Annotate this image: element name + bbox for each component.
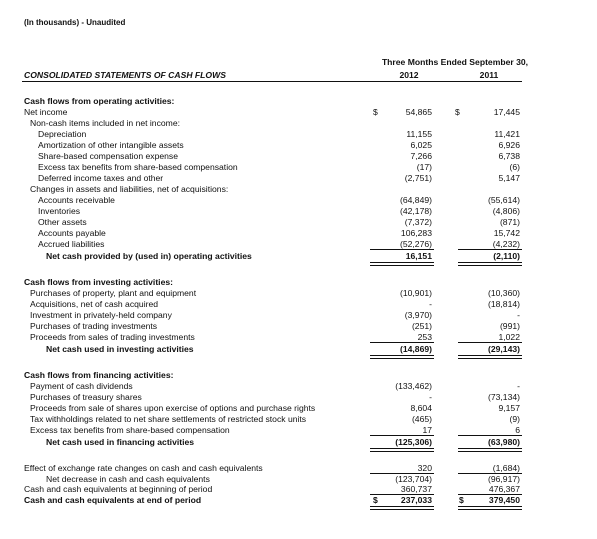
operating-total-label: Net cash provided by (used in) operating activities <box>46 251 252 261</box>
row-label: Share-based compensation expense <box>38 151 178 161</box>
financing-total-2011: (63,980) <box>487 437 520 447</box>
value-2012: 253 <box>417 332 432 342</box>
value-2011: 6 <box>515 425 520 435</box>
value-2011: 6,926 <box>498 140 520 150</box>
total-double-rule <box>370 448 434 452</box>
value-2012: - <box>429 392 432 402</box>
value-2012: (465) <box>411 414 432 424</box>
row-label: Deferred income taxes and other <box>38 173 164 183</box>
column-header-2011: 2011 <box>479 70 499 80</box>
value-2011: (10,360) <box>487 288 520 298</box>
dollar-sign: $ <box>373 495 378 505</box>
financing-total-2012: (125,306) <box>395 437 432 447</box>
investing-heading: Cash flows from investing activities: <box>24 277 173 287</box>
subtotal-rule <box>458 342 522 343</box>
subtotal-rule <box>458 249 522 250</box>
value-2011: 9,157 <box>498 403 520 413</box>
row-label: Changes in assets and liabilities, net of acquisitions: <box>30 184 229 194</box>
fx-effect-2012: 320 <box>417 463 432 473</box>
value-2011: 15,742 <box>493 228 520 238</box>
value-2011: (9) <box>509 414 520 424</box>
investing-total-2011: (29,143) <box>487 344 520 354</box>
row-label: Depreciation <box>38 129 87 139</box>
header-rule <box>22 81 522 82</box>
value-2011: (991) <box>499 321 520 331</box>
value-2012: (10,901) <box>399 288 432 298</box>
beginning-cash-2011: 476,367 <box>488 484 520 494</box>
value-2012: 106,283 <box>400 228 432 238</box>
row-label: Tax withholdings related to net share settlements of restricted stock units <box>30 414 307 424</box>
row-label: Purchases of property, plant and equipment <box>30 288 197 298</box>
total-double-rule <box>370 262 434 266</box>
row-label: Other assets <box>38 217 87 227</box>
row-label: Accounts receivable <box>38 195 115 205</box>
value-2012: (64,849) <box>399 195 432 205</box>
value-2011: (6) <box>509 162 520 172</box>
row-label: Amortization of other intangible assets <box>38 140 184 150</box>
operating-heading: Cash flows from operating activities: <box>24 96 175 106</box>
row-label: Accrued liabilities <box>38 239 105 249</box>
net-decrease-label: Net decrease in cash and cash equivalents <box>46 474 210 484</box>
value-2012: (17) <box>416 162 432 172</box>
investing-total-2012: (14,869) <box>399 344 432 354</box>
row-label: Inventories <box>38 206 81 216</box>
row-label: Net income <box>24 107 68 117</box>
value-2011: - <box>517 310 520 320</box>
row-label: Proceeds from sales of trading investments <box>30 332 195 342</box>
row-label: Purchases of trading investments <box>30 321 158 331</box>
row-label: Non-cash items included in net income: <box>30 118 180 128</box>
value-2012: (133,462) <box>395 381 432 391</box>
subtotal-rule <box>370 342 434 343</box>
value-2011: (871) <box>499 217 520 227</box>
row-label: Excess tax benefits from share-based compensation <box>38 162 238 172</box>
row-label: Acquisitions, net of cash acquired <box>30 299 159 309</box>
value-2012: (42,178) <box>399 206 432 216</box>
period-title: Three Months Ended September 30, <box>381 57 529 67</box>
value-2012: (7,372) <box>404 217 432 227</box>
dollar-sign: $ <box>373 107 378 117</box>
subtotal-rule <box>370 249 434 250</box>
value-2012: 7,266 <box>410 151 432 161</box>
subtotal-rule <box>370 435 434 436</box>
value-2012: (251) <box>411 321 432 331</box>
fx-effect-2011: (1,684) <box>492 463 520 473</box>
value-2012: 6,025 <box>410 140 432 150</box>
value-2011: 1,022 <box>498 332 520 342</box>
dollar-sign: $ <box>455 107 460 117</box>
ending-cash-label: Cash and cash equivalents at end of period <box>24 495 202 505</box>
total-double-rule <box>458 448 522 452</box>
value-2012: 17 <box>422 425 432 435</box>
value-2011: 11,421 <box>494 129 520 139</box>
value-2012: 54,865 <box>405 107 432 117</box>
beginning-cash-2012: 360,737 <box>400 484 432 494</box>
row-label: Purchases of treasury shares <box>30 392 142 402</box>
ending-cash-2012: 237,033 <box>400 495 432 505</box>
units-note: (In thousands) - Unaudited <box>24 18 126 27</box>
value-2011: (4,232) <box>492 239 520 249</box>
value-2012: (52,276) <box>399 239 432 249</box>
value-2012: (3,970) <box>404 310 432 320</box>
value-2011: 5,147 <box>498 173 520 183</box>
beginning-cash-label: Cash and cash equivalents at beginning of period <box>24 484 213 494</box>
financing-total-label: Net cash used in financing activities <box>46 437 195 447</box>
value-2011: (4,806) <box>492 206 520 216</box>
value-2012: 8,604 <box>410 403 432 413</box>
total-double-rule <box>370 506 434 510</box>
value-2012: 11,155 <box>406 129 432 139</box>
investing-total-label: Net cash used in investing activities <box>46 344 194 354</box>
value-2011: 17,445 <box>493 107 520 117</box>
financing-heading: Cash flows from financing activities: <box>24 370 174 380</box>
net-decrease-2012: (123,704) <box>395 474 432 484</box>
row-label: Accounts payable <box>38 228 106 238</box>
fx-effect-label: Effect of exchange rate changes on cash and cash equivalents <box>24 463 263 473</box>
row-label: Investment in privately-held company <box>30 310 172 320</box>
value-2011: (18,814) <box>487 299 520 309</box>
value-2011: 6,738 <box>498 151 520 161</box>
row-label: Payment of cash dividends <box>30 381 133 391</box>
dollar-sign: $ <box>459 495 464 505</box>
operating-total-2012: 16,151 <box>405 251 432 261</box>
value-2011: (73,134) <box>487 392 520 402</box>
total-double-rule <box>458 262 522 266</box>
statement-title: CONSOLIDATED STATEMENTS OF CASH FLOWS <box>24 70 226 80</box>
row-label: Proceeds from sale of shares upon exercise of options and purchase rights <box>30 403 316 413</box>
ending-cash-2011: 379,450 <box>488 495 520 505</box>
column-header-2012: 2012 <box>399 70 419 80</box>
value-2011: - <box>517 381 520 391</box>
net-decrease-2011: (96,917) <box>487 474 520 484</box>
row-label: Excess tax benefits from share-based compensation <box>30 425 230 435</box>
operating-total-2011: (2,110) <box>493 251 520 261</box>
subtotal-rule <box>458 435 522 436</box>
total-double-rule <box>370 355 434 359</box>
total-double-rule <box>458 506 522 510</box>
value-2012: - <box>429 299 432 309</box>
total-double-rule <box>458 355 522 359</box>
value-2012: (2,751) <box>404 173 432 183</box>
value-2011: (55,614) <box>487 195 520 205</box>
